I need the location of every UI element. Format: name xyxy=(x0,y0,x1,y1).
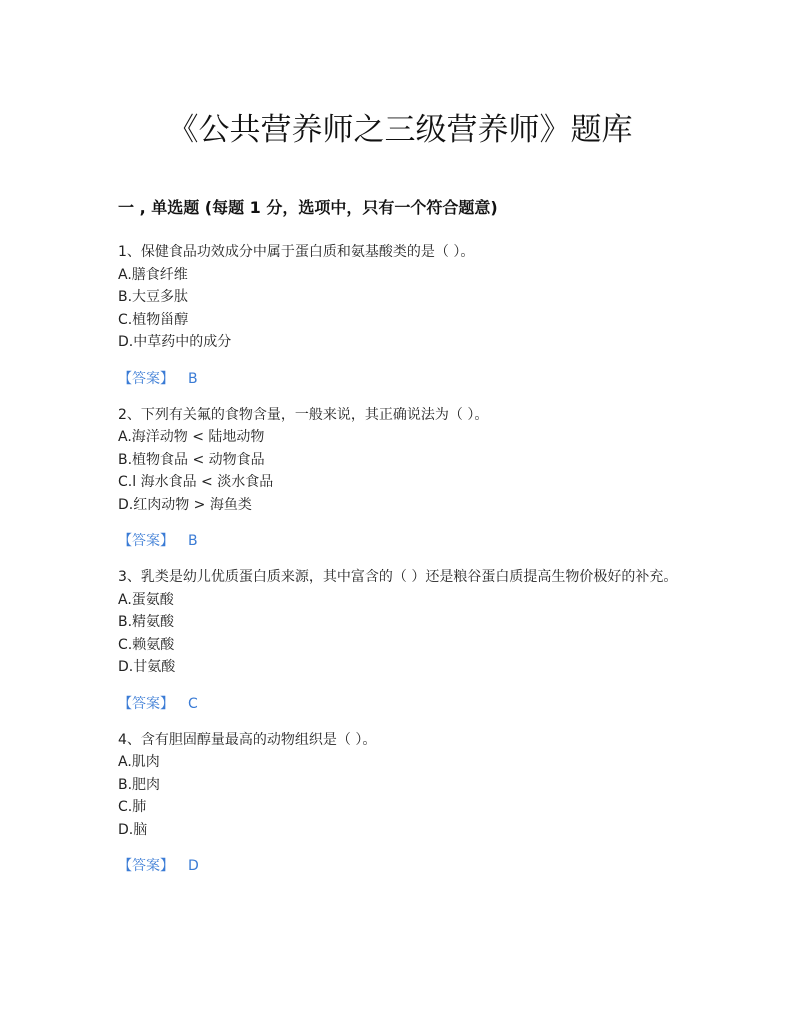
question-stem: 4、含有胆固醇量最高的动物组织是（ ）。 xyxy=(118,731,377,748)
option-list xyxy=(118,751,688,841)
option-c: C.赖氨酸 xyxy=(118,636,175,653)
option-a: A.海洋动物 < 陆地动物 xyxy=(118,429,265,445)
question-4 xyxy=(118,729,688,878)
answer-value: C xyxy=(188,695,198,712)
question-stem: 3、乳类是幼儿优质蛋白质来源，其中富含的（ ）还是粮谷蛋白质提高生物价极好的补充。 xyxy=(118,569,678,585)
option-c: C.l 海水食品 < 淡水食品 xyxy=(118,474,274,490)
question-2 xyxy=(118,404,688,553)
option-b: B.肥肉 xyxy=(118,776,161,793)
question-1 xyxy=(118,241,688,390)
answer-label: 【答案】 xyxy=(118,858,174,874)
option-a: A.蛋氨酸 xyxy=(118,591,174,608)
answer-line xyxy=(118,368,688,390)
answer-line xyxy=(118,530,688,552)
question-stem: 2、下列有关氟的食物含量，一般来说，其正确说法为（ ）。 xyxy=(118,406,489,423)
answer-value: D xyxy=(188,858,199,874)
question-list xyxy=(118,241,688,891)
document-title: 《公共营养师之三级营养师》题库 xyxy=(167,112,633,148)
option-a: A.肌肉 xyxy=(118,754,160,770)
option-b: B.植物食品 < 动物食品 xyxy=(118,451,265,468)
option-d: D.红肉动物 > 海鱼类 xyxy=(118,496,252,513)
answer-line xyxy=(118,693,688,715)
question-3 xyxy=(118,566,688,715)
option-c: C.肺 xyxy=(118,799,147,815)
option-d: D.甘氨酸 xyxy=(118,659,176,675)
answer-label: 【答案】 xyxy=(118,370,174,387)
option-list xyxy=(118,589,688,679)
option-d: D.中草药中的成分 xyxy=(118,334,232,350)
answer-label: 【答案】 xyxy=(118,533,174,549)
answer-value: B xyxy=(188,370,198,387)
option-d: D.脑 xyxy=(118,821,148,838)
option-b: B.精氨酸 xyxy=(118,614,175,630)
section-heading: 一 , 单选题 (每题 1 分，选项中，只有一个符合题意) xyxy=(118,198,498,217)
answer-line xyxy=(118,855,688,877)
option-a: A.膳食纤维 xyxy=(118,266,188,283)
answer-label: 【答案】 xyxy=(118,695,174,712)
option-c: C.植物甾醇 xyxy=(118,311,189,328)
option-list xyxy=(118,264,688,354)
answer-value: B xyxy=(188,533,198,549)
option-b: B.大豆多肽 xyxy=(118,289,189,305)
option-list xyxy=(118,426,688,516)
question-stem: 1、保健食品功效成分中属于蛋白质和氨基酸类的是（ ）。 xyxy=(118,244,475,260)
